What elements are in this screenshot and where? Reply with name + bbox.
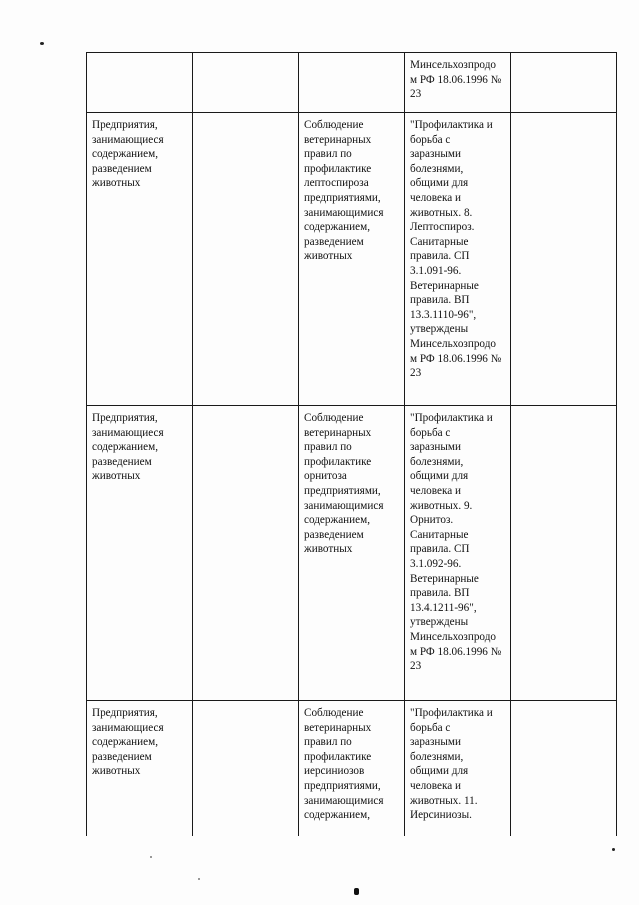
table-row: [87, 701, 617, 836]
table-row: [87, 53, 617, 113]
cell-empty: [511, 701, 617, 836]
cell-regulation: "Профилактика и борьба с заразными болезнями, общими для человека и животных. 11. Иерсиниозы.: [405, 701, 511, 836]
cell-enterprise: [87, 53, 193, 113]
scan-speck: [612, 848, 615, 851]
regulations-table: [86, 52, 617, 836]
page-mark: [354, 888, 359, 895]
cell-empty: [511, 406, 617, 701]
scan-speck: [150, 856, 152, 858]
cell-regulation: Минсельхозпродо м РФ 18.06.1996 № 23: [405, 53, 511, 113]
cell-requirement: Соблюдение ветеринарных правил по профилактике орнитоза предприятиями, занимающимися содержанием, разведением животных: [299, 406, 405, 701]
scan-speck: [198, 878, 200, 880]
cell-empty: [511, 113, 617, 406]
cell-empty: [511, 53, 617, 113]
cell-empty: [193, 406, 299, 701]
cell-requirement: [299, 53, 405, 113]
cell-empty: [193, 53, 299, 113]
cell-regulation: "Профилактика и борьба с заразными болезнями, общими для человека и животных. 9. Орнитоз. Санитарные правила. СП 3.1.092-96. Ветеринарные правила. ВП 13.4.1211-96", утверждены Минсельхозпродо м РФ 18.06.1996 № 23: [405, 406, 511, 701]
table-row: [87, 406, 617, 701]
table-row: [87, 113, 617, 406]
cell-enterprise: Предприятия, занимающиеся содержанием, разведением животных: [87, 113, 193, 406]
cell-regulation: "Профилактика и борьба с заразными болезнями, общими для человека и животных. 8. Лептоспироз. Санитарные правила. СП 3.1.091-96. Ветеринарные правила. ВП 13.3.1110-96", утверждены Минсельхозпродо м РФ 18.06.1996 № 23: [405, 113, 511, 406]
cell-requirement: Соблюдение ветеринарных правил по профилактике иерсиниозов предприятиями, занимающимися содержанием,: [299, 701, 405, 836]
scan-speck: [40, 42, 44, 45]
cell-empty: [193, 113, 299, 406]
cell-enterprise: Предприятия, занимающиеся содержанием, разведением животных: [87, 701, 193, 836]
cell-enterprise: Предприятия, занимающиеся содержанием, разведением животных: [87, 406, 193, 701]
cell-requirement: Соблюдение ветеринарных правил по профилактике лептоспироза предприятиями, занимающимися содержанием, разведением животных: [299, 113, 405, 406]
cell-empty: [193, 701, 299, 836]
